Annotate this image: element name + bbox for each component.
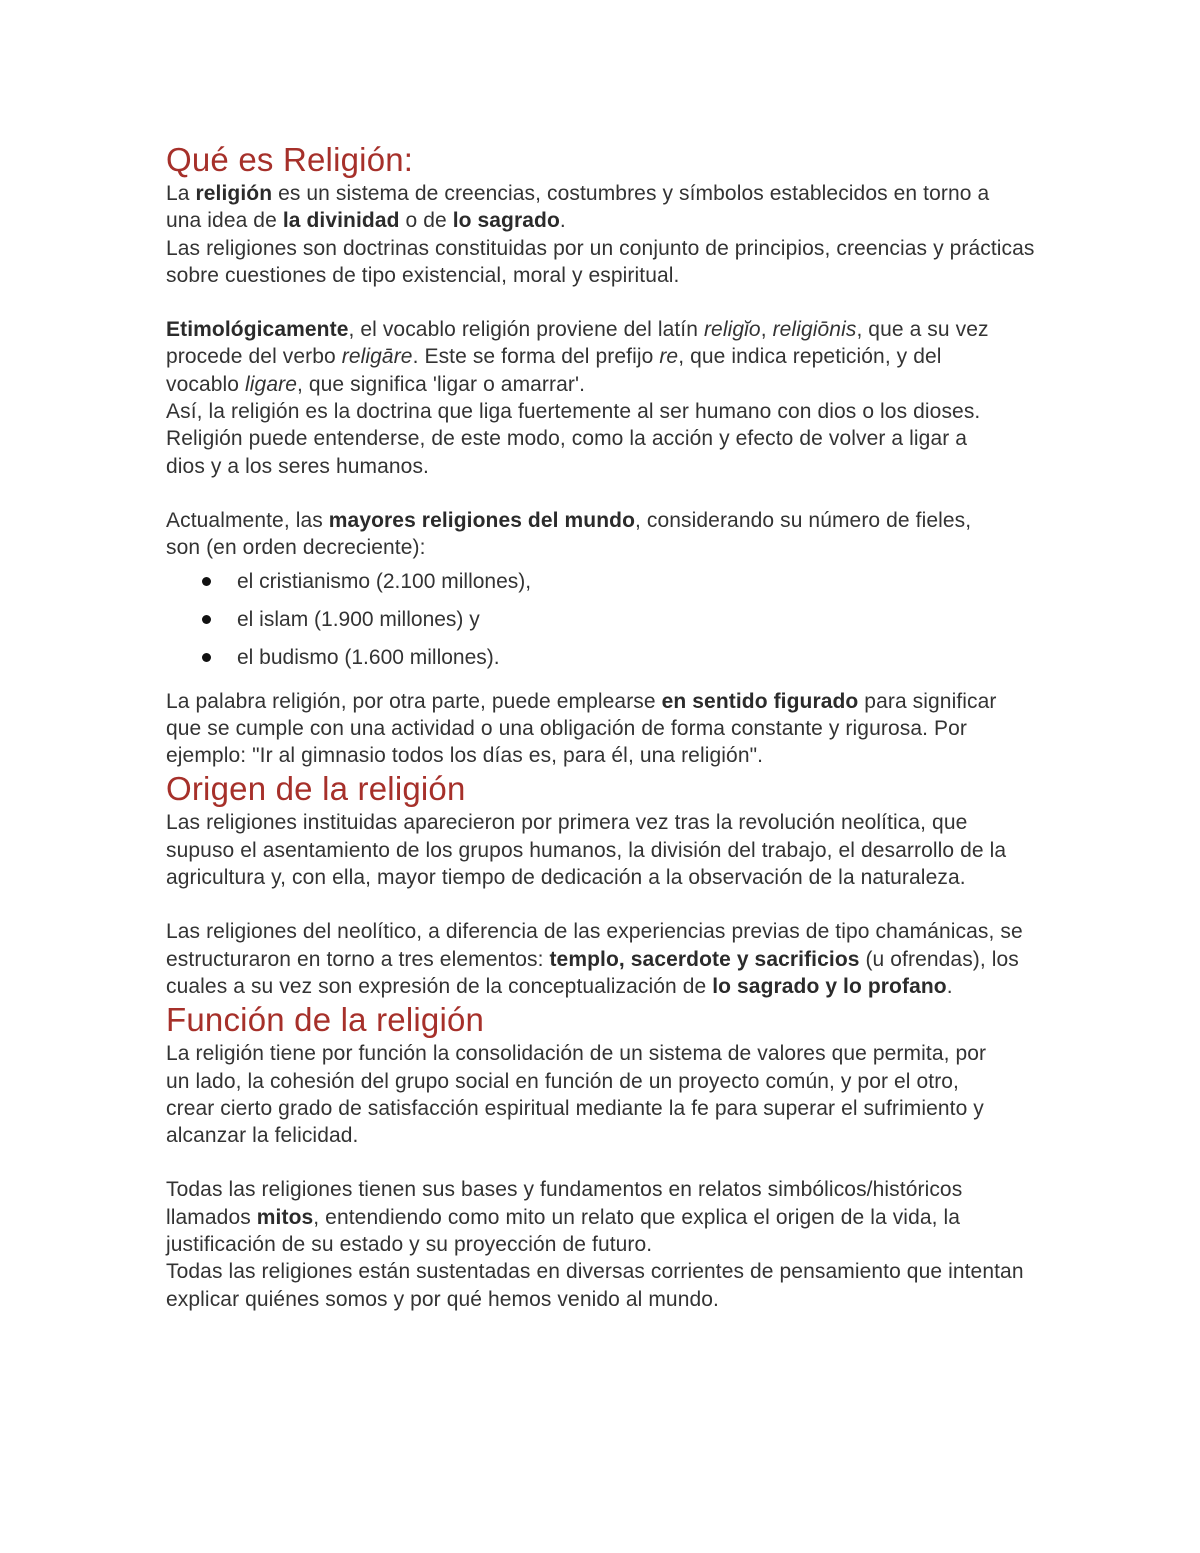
italic-term: religiōnis: [772, 318, 857, 342]
heading-funcion: Función de la religión: [166, 1001, 485, 1039]
religions-list: [166, 568, 1046, 682]
bold-term: templo, sacerdote y sacrificios: [549, 947, 860, 971]
bold-term: mitos: [256, 1205, 314, 1229]
paragraph-etymology: [166, 316, 1011, 398]
paragraph-myths: [166, 1176, 1036, 1258]
text-span: Actualmente, las: [166, 508, 329, 532]
italic-term: re: [659, 345, 679, 369]
heading-origen: Origen de la religión: [166, 770, 466, 808]
spacer: [166, 1149, 1046, 1176]
list-item: [166, 606, 1046, 644]
text-span: . Este se forma del prefijo: [412, 345, 660, 369]
list-item-text: el islam (1.900 millones) y: [237, 607, 480, 631]
bold-term: mayores religiones del mundo: [328, 508, 635, 532]
bold-term: en sentido figurado: [661, 689, 859, 713]
document-page: [166, 140, 1046, 1313]
list-item: [166, 644, 1046, 682]
text-span: , el vocablo religión proviene del latín: [348, 318, 704, 342]
paragraph-doctrines: Las religiones son doctrinas constituidas por un conjunto de principios, creencias y prácticas sobre cuestiones de tipo existencial, moral y espiritual.: [166, 236, 1035, 287]
spacer: [166, 289, 1046, 316]
bold-term: religión: [195, 182, 273, 205]
text-span: Todas las religiones tienen sus bases y fundamentos en relatos simbólicos/históricos llamados: [166, 1178, 963, 1229]
list-item-text: el budismo (1.600 millones).: [237, 645, 500, 669]
spacer: [166, 480, 1046, 507]
text-span: es un sistema de creencias, costumbres y símbolos establecidos en torno a una idea de: [166, 182, 990, 233]
bullet-icon: [202, 653, 211, 662]
text-span: o de: [399, 209, 453, 233]
paragraph-origin: Las religiones instituidas aparecieron por primera vez tras la revolución neolítica, que supuso el asentamiento de los grupos humanos, la división del trabajo, el desarrollo de la agricultura y, con ella, mayor tiempo de dedicación a la observación de la naturaleza.: [166, 811, 1007, 890]
bullet-icon: [202, 577, 211, 586]
italic-term: religĭo: [703, 318, 761, 342]
list-item: [166, 568, 1046, 606]
bold-term: lo sagrado: [452, 209, 560, 233]
text-span: La: [166, 182, 196, 205]
italic-term: religāre: [341, 345, 413, 369]
text-span: .: [946, 974, 953, 998]
text-span: La palabra religión, por otra parte, puede emplearse: [166, 689, 662, 713]
text-span: Las religiones del neolítico, a diferencia de las experiencias previas de tipo chamánicas, se estructuraron en torno a tres elementos:: [166, 920, 1023, 971]
heading-que-es-religion: Qué es Religión:: [166, 141, 414, 178]
paragraph-currents: Todas las religiones están sustentadas en diversas corrientes de pensamiento que intentan explicar quiénes somos y por qué hemos venido al mundo.: [166, 1260, 1024, 1311]
paragraph-meaning: Así, la religión es la doctrina que liga fuertemente al ser humano con dios o los dioses. Religión puede entenderse, de este modo, como la acción y efecto de volver a ligar a dios y a los seres humanos.: [166, 400, 981, 478]
bold-term: Etimológicamente: [166, 318, 349, 342]
text-span: .: [559, 209, 566, 233]
text-span: , que significa 'ligar o amarrar'.: [297, 372, 586, 396]
bullet-icon: [202, 615, 211, 624]
paragraph-definition: [166, 180, 1011, 235]
italic-term: ligare: [245, 372, 297, 396]
text-span: , considerando su número de fieles, son (en orden decreciente):: [166, 508, 972, 560]
text-span: para significar que se cumple con una actividad o una obligación de forma constante y rigurosa. Por ejemplo: "Ir al gimnasio todos los días es, para él, una religión".: [166, 689, 997, 768]
text-span: , que indica repetición, y del vocablo: [166, 345, 942, 396]
paragraph-major-religions: [166, 507, 996, 562]
paragraph-neolithic: [166, 918, 1041, 1000]
text-span: , entendiendo como mito un relato que explica el origen de la vida, la justificación de su estado y su proyección de futuro.: [166, 1205, 961, 1257]
text-span: ,: [760, 318, 773, 342]
paragraph-figurative: [166, 688, 1026, 770]
text-span: (u ofrendas), los cuales a su vez son expresión de la conceptualización de: [166, 947, 1019, 998]
bold-term: la divinidad: [282, 209, 400, 233]
bold-term: lo sagrado y lo profano: [712, 974, 947, 998]
list-item-text: el cristianismo (2.100 millones),: [237, 569, 532, 593]
spacer: [166, 891, 1046, 918]
text-span: , que a su vez procede del verbo: [166, 318, 989, 369]
paragraph-function: La religión tiene por función la consolidación de un sistema de valores que permita, por un lado, la cohesión del grupo social en función de un proyecto común, y por el otro, crear cierto grado de satisfacción espiritual mediante la fe para superar el sufrimiento y alcanzar la felicidad.: [166, 1042, 987, 1148]
